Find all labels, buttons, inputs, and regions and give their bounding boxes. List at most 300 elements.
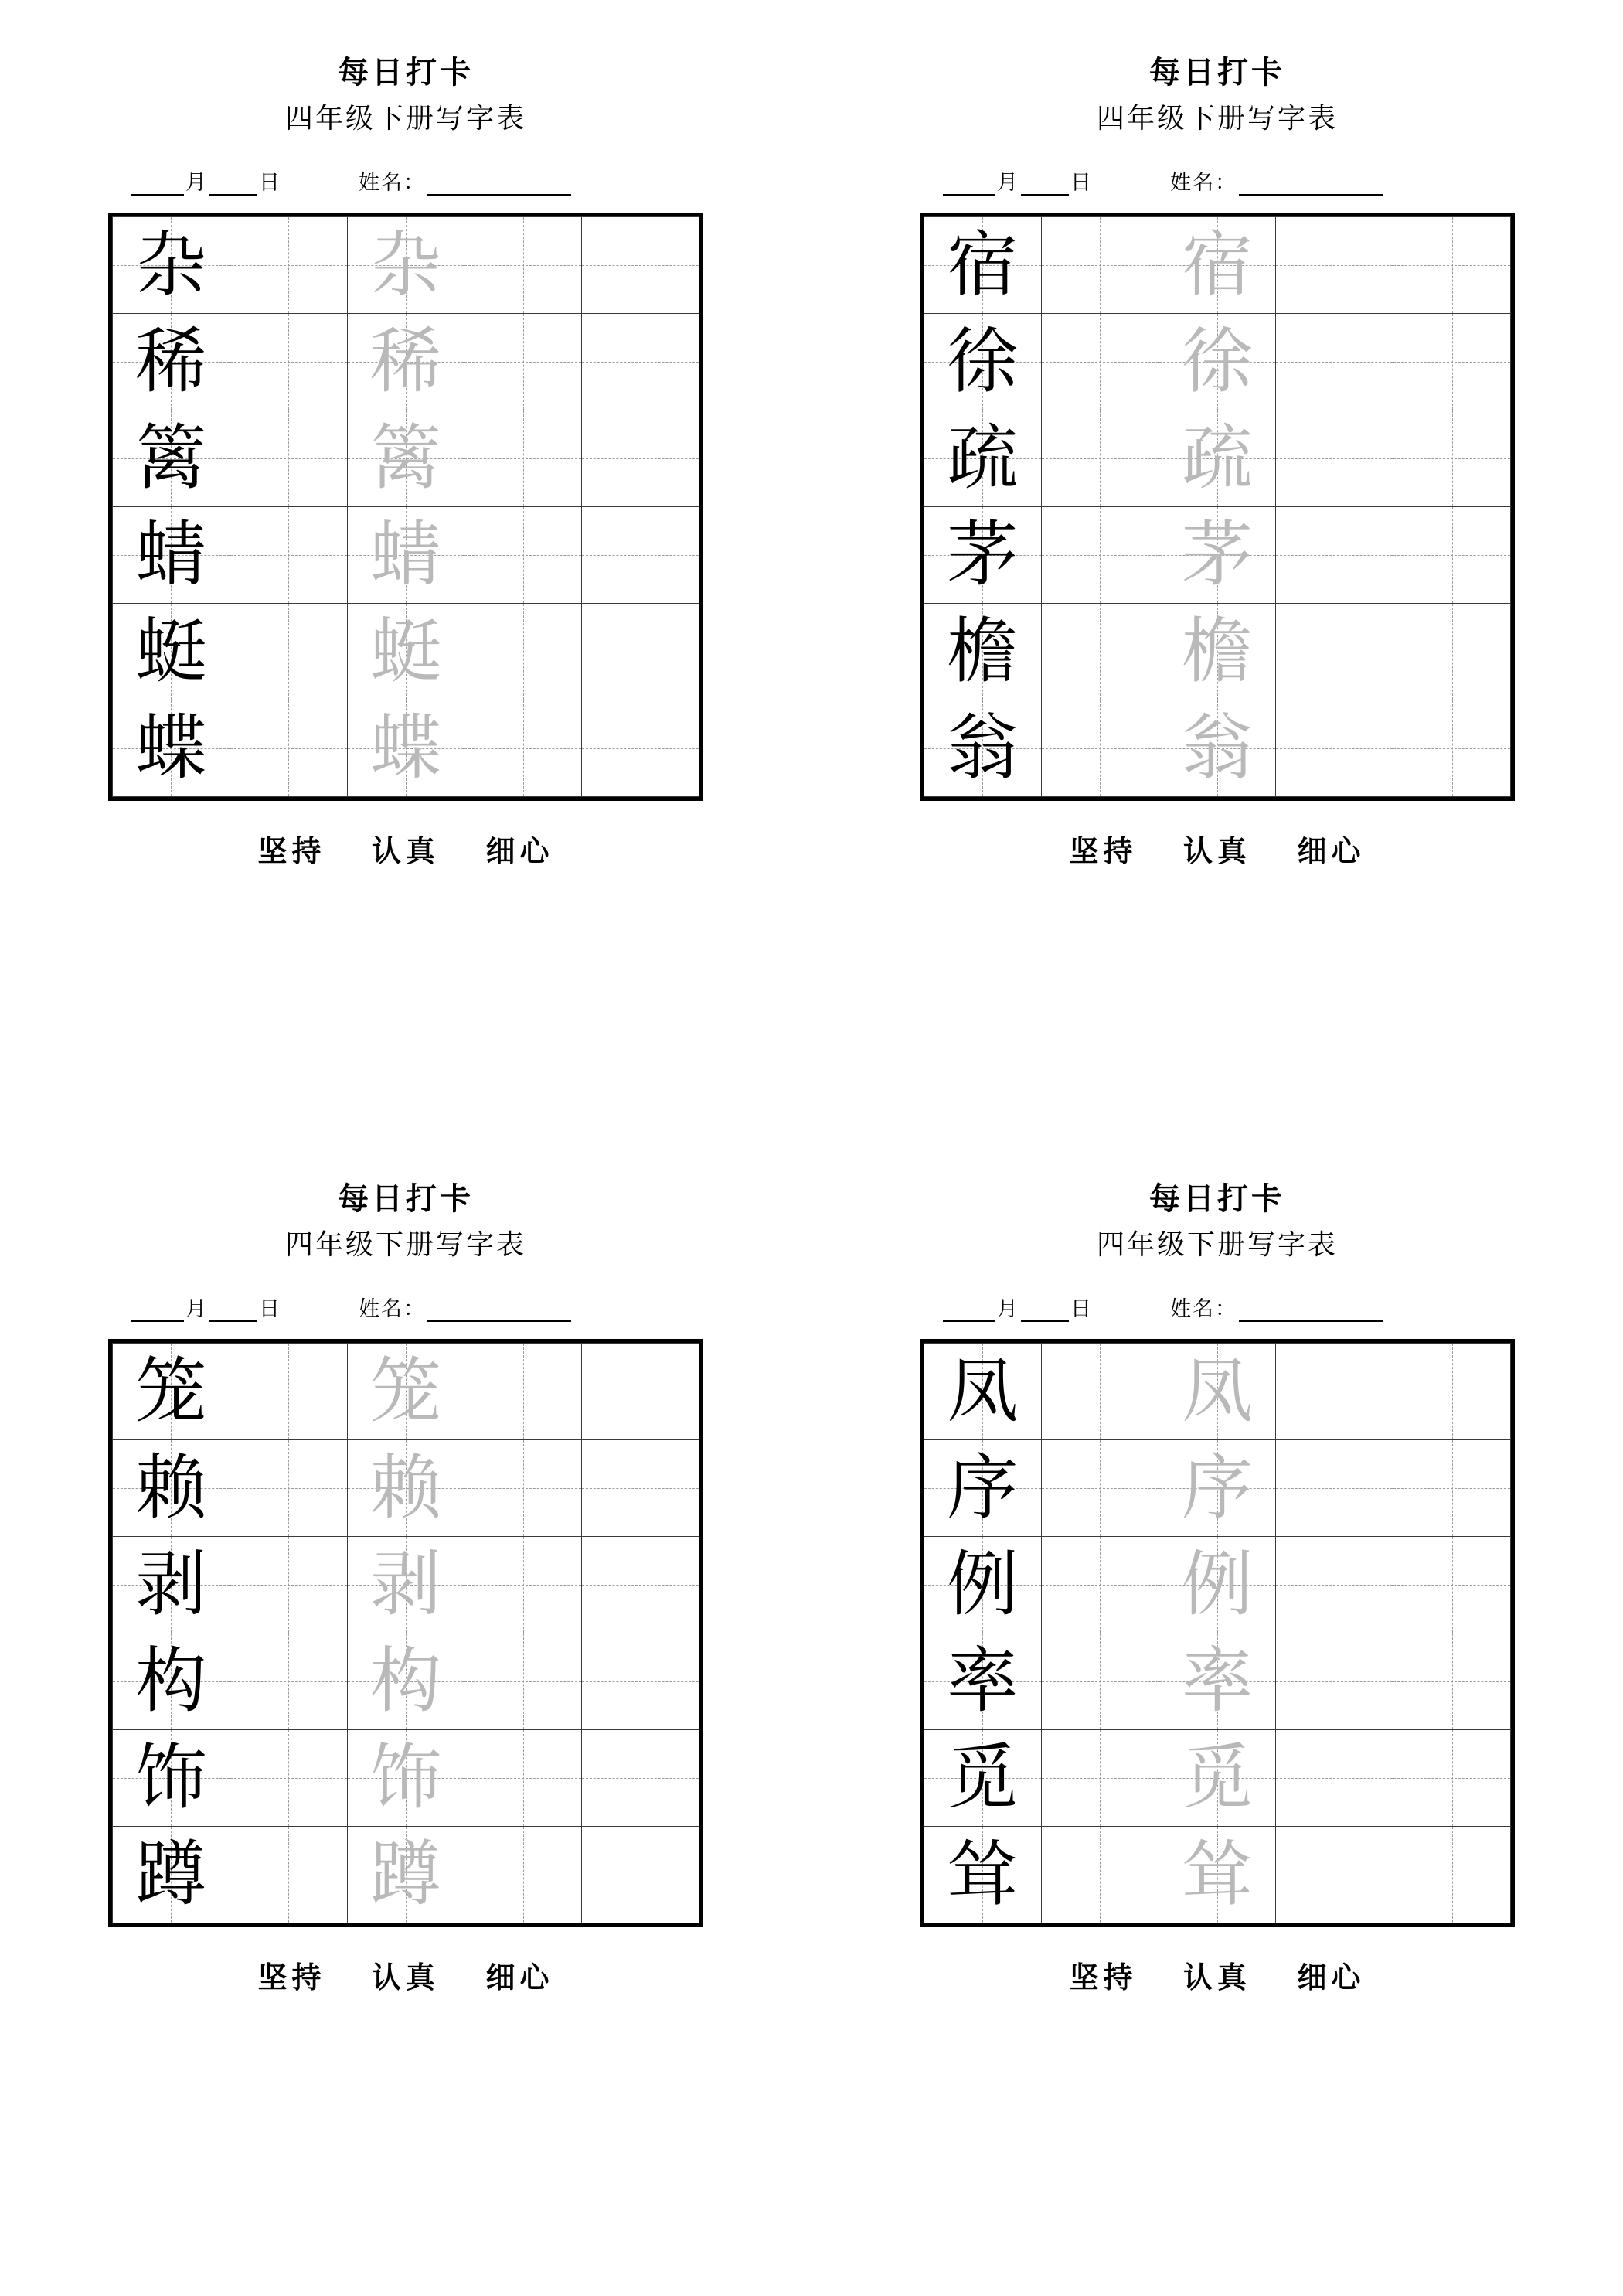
blank-cell[interactable] [1393, 216, 1511, 313]
meta-row [85, 165, 726, 196]
cell-guide-lines [1276, 1537, 1393, 1633]
blank-cell[interactable] [582, 1439, 699, 1536]
trace-character: 檐 [1181, 609, 1253, 693]
cell-guide-lines [230, 1730, 347, 1826]
day-label: 日 [1070, 170, 1093, 194]
date-day-field[interactable] [1021, 165, 1094, 196]
model-cell [113, 216, 230, 313]
blank-cell[interactable] [1276, 506, 1393, 603]
practice-grid [108, 213, 703, 801]
footer-word-1: 坚持 [257, 1961, 326, 1995]
blank-cell[interactable] [1393, 1343, 1511, 1439]
cell-guide-lines [230, 604, 347, 700]
blank-cell[interactable] [1041, 313, 1159, 410]
table-row [113, 1729, 699, 1826]
blank-cell[interactable] [1041, 1439, 1159, 1536]
cell-guide-lines [230, 1344, 347, 1439]
name-field[interactable] [1169, 1292, 1383, 1322]
cell-guide-lines [1393, 1440, 1510, 1536]
blank-cell[interactable] [230, 1633, 347, 1729]
worksheet-sheet-4 [812, 1148, 1623, 2296]
cell-guide-lines [1276, 410, 1393, 506]
cell-guide-lines [1042, 217, 1159, 313]
worksheet-sheet-3 [0, 1148, 812, 2296]
trace-character: 构 [369, 1639, 441, 1722]
blank-cell[interactable] [230, 216, 347, 313]
model-character: 稀 [135, 319, 207, 403]
page-title: 每日打卡 [1149, 55, 1285, 90]
table-row [113, 410, 699, 506]
blank-cell[interactable] [464, 216, 582, 313]
model-character: 蹲 [135, 1832, 207, 1916]
table-row [924, 603, 1511, 700]
footer-word-3: 细心 [485, 1961, 554, 1995]
model-character: 疏 [947, 416, 1019, 499]
trace-character: 率 [1181, 1639, 1253, 1722]
meta-row [897, 165, 1538, 196]
worksheet-sheet-1 [0, 0, 812, 1148]
trace-cell[interactable] [1159, 1343, 1276, 1439]
blank-cell[interactable] [582, 1826, 699, 1923]
name-label: 姓名： [1170, 1296, 1237, 1320]
trace-character: 凤 [1181, 1349, 1253, 1432]
trace-character: 蜻 [369, 513, 441, 596]
blank-cell[interactable] [1041, 1343, 1159, 1439]
trace-character: 蝶 [369, 706, 441, 789]
trace-cell[interactable] [347, 313, 464, 410]
model-character: 赖 [135, 1446, 207, 1529]
model-cell [924, 1826, 1042, 1923]
cell-guide-lines [1276, 1440, 1393, 1536]
trace-cell[interactable] [1159, 1439, 1276, 1536]
table-row [924, 410, 1511, 506]
blank-cell[interactable] [464, 1633, 582, 1729]
cell-guide-lines [1042, 410, 1159, 506]
trace-cell[interactable] [347, 1439, 464, 1536]
cell-guide-lines [1276, 314, 1393, 410]
trace-character: 觅 [1181, 1736, 1253, 1819]
model-character: 率 [947, 1639, 1019, 1722]
cell-guide-lines [1393, 1537, 1510, 1633]
cell-guide-lines [230, 410, 347, 506]
meta-row [897, 1292, 1538, 1322]
blank-cell[interactable] [1276, 1343, 1393, 1439]
footer-motto [85, 1954, 726, 1996]
name-field[interactable] [357, 1292, 571, 1322]
trace-cell[interactable] [347, 603, 464, 700]
blank-cell[interactable] [1041, 603, 1159, 700]
cell-guide-lines [230, 314, 347, 410]
footer-motto [897, 827, 1538, 870]
cell-guide-lines [582, 604, 699, 700]
blank-cell[interactable] [1041, 1826, 1159, 1923]
trace-cell[interactable] [347, 1536, 464, 1633]
trace-cell[interactable] [347, 1826, 464, 1923]
model-character: 耸 [947, 1832, 1019, 1916]
cell-guide-lines [1042, 604, 1159, 700]
blank-cell[interactable] [582, 1729, 699, 1826]
table-row [113, 313, 699, 410]
blank-cell[interactable] [1393, 313, 1511, 410]
day-blank-line[interactable] [209, 1303, 257, 1322]
table-row [113, 1826, 699, 1923]
blank-cell[interactable] [464, 1729, 582, 1826]
cell-guide-lines [582, 1537, 699, 1633]
model-character: 构 [135, 1639, 207, 1722]
model-cell [924, 313, 1042, 410]
blank-cell[interactable] [1041, 216, 1159, 313]
model-character: 宿 [947, 223, 1019, 306]
blank-cell[interactable] [582, 410, 699, 506]
blank-cell[interactable] [230, 1343, 347, 1439]
model-cell [113, 603, 230, 700]
cell-guide-lines [464, 410, 581, 506]
model-cell [924, 1633, 1042, 1729]
blank-cell[interactable] [1393, 410, 1511, 506]
model-character: 笼 [135, 1349, 207, 1432]
trace-cell[interactable] [1159, 700, 1276, 796]
trace-cell[interactable] [1159, 1826, 1276, 1923]
table-row [924, 1343, 1511, 1439]
month-label: 月 [185, 1296, 208, 1320]
cell-guide-lines [582, 507, 699, 603]
cell-guide-lines [1393, 1633, 1510, 1729]
cell-guide-lines [582, 314, 699, 410]
trace-cell[interactable] [347, 1343, 464, 1439]
cell-guide-lines [582, 1633, 699, 1729]
trace-cell[interactable] [347, 1633, 464, 1729]
trace-cell[interactable] [347, 700, 464, 796]
model-cell [113, 410, 230, 506]
blank-cell[interactable] [582, 313, 699, 410]
model-character: 蝶 [135, 706, 207, 789]
blank-cell[interactable] [1393, 1729, 1511, 1826]
cell-guide-lines [582, 1730, 699, 1826]
blank-cell[interactable] [230, 1439, 347, 1536]
table-row [924, 216, 1511, 313]
cell-guide-lines [1042, 1440, 1159, 1536]
trace-cell[interactable] [1159, 1536, 1276, 1633]
blank-cell[interactable] [1276, 216, 1393, 313]
blank-cell[interactable] [1041, 410, 1159, 506]
blank-cell[interactable] [1276, 1729, 1393, 1826]
blank-cell[interactable] [582, 1633, 699, 1729]
name-blank-line[interactable] [427, 177, 571, 196]
cell-guide-lines [1042, 1633, 1159, 1729]
page-title: 每日打卡 [338, 1181, 474, 1216]
blank-cell[interactable] [230, 506, 347, 603]
blank-cell[interactable] [1276, 1826, 1393, 1923]
cell-guide-lines [464, 217, 581, 313]
model-cell [113, 700, 230, 796]
blank-cell[interactable] [464, 700, 582, 796]
name-blank-line[interactable] [1239, 177, 1383, 196]
month-blank-line[interactable] [943, 177, 995, 196]
meta-row [85, 1292, 726, 1322]
model-character: 蜻 [135, 513, 207, 596]
cell-guide-lines [1393, 604, 1510, 700]
name-label: 姓名： [1170, 170, 1237, 194]
cell-guide-lines [1276, 217, 1393, 313]
model-character: 饰 [135, 1736, 207, 1819]
blank-cell[interactable] [1041, 506, 1159, 603]
cell-guide-lines [1042, 1344, 1159, 1439]
page-subtitle: 四年级下册写字表 [1096, 103, 1338, 134]
blank-cell[interactable] [1393, 1439, 1511, 1536]
day-label: 日 [259, 1296, 281, 1320]
table-row [924, 506, 1511, 603]
blank-cell[interactable] [230, 700, 347, 796]
footer-word-2: 认真 [371, 835, 440, 868]
name-blank-line[interactable] [427, 1303, 571, 1322]
table-row [924, 1536, 1511, 1633]
model-character: 徐 [947, 319, 1019, 403]
footer-word-1: 坚持 [1069, 1961, 1138, 1995]
cell-guide-lines [464, 1537, 581, 1633]
cell-guide-lines [1042, 1730, 1159, 1826]
blank-cell[interactable] [230, 603, 347, 700]
worksheet-sheet-2 [812, 0, 1623, 1148]
blank-cell[interactable] [1276, 1439, 1393, 1536]
table-row [113, 1439, 699, 1536]
footer-motto [897, 1954, 1538, 1996]
blank-cell[interactable] [464, 506, 582, 603]
model-character: 篱 [135, 416, 207, 499]
table-row [113, 700, 699, 796]
footer-word-3: 细心 [1297, 835, 1366, 868]
footer-word-2: 认真 [1182, 1961, 1251, 1995]
trace-cell[interactable] [347, 410, 464, 506]
cell-guide-lines [582, 410, 699, 506]
trace-character: 疏 [1181, 416, 1253, 499]
trace-cell[interactable] [347, 506, 464, 603]
blank-cell[interactable] [1276, 1633, 1393, 1729]
footer-word-2: 认真 [371, 1961, 440, 1995]
blank-cell[interactable] [1393, 603, 1511, 700]
trace-character: 宿 [1181, 223, 1253, 306]
blank-cell[interactable] [582, 1343, 699, 1439]
trace-character: 笼 [369, 1349, 441, 1432]
trace-character: 稀 [369, 319, 441, 403]
footer-word-3: 细心 [1297, 1961, 1366, 1995]
blank-cell[interactable] [464, 1439, 582, 1536]
cell-guide-lines [230, 1633, 347, 1729]
blank-cell[interactable] [464, 313, 582, 410]
cell-guide-lines [230, 1827, 347, 1923]
cell-guide-lines [1276, 1827, 1393, 1923]
date-day-field[interactable] [209, 165, 283, 196]
blank-cell[interactable] [582, 216, 699, 313]
model-cell [924, 506, 1042, 603]
model-cell [113, 506, 230, 603]
month-blank-line[interactable] [131, 1303, 184, 1322]
cell-guide-lines [464, 1440, 581, 1536]
trace-character: 饰 [369, 1736, 441, 1819]
practice-grid [920, 1339, 1515, 1927]
model-cell [924, 1536, 1042, 1633]
trace-cell[interactable] [1159, 216, 1276, 313]
cell-guide-lines [230, 1537, 347, 1633]
model-cell [113, 313, 230, 410]
blank-cell[interactable] [1276, 1536, 1393, 1633]
blank-cell[interactable] [230, 1729, 347, 1826]
date-day-field[interactable] [209, 1292, 283, 1322]
blank-cell[interactable] [464, 1536, 582, 1633]
blank-cell[interactable] [230, 1536, 347, 1633]
table-row [924, 1826, 1511, 1923]
cell-guide-lines [1042, 700, 1159, 796]
trace-cell[interactable] [1159, 603, 1276, 700]
model-cell [113, 1826, 230, 1923]
month-blank-line[interactable] [131, 177, 184, 196]
blank-cell[interactable] [1393, 1633, 1511, 1729]
blank-cell[interactable] [1041, 700, 1159, 796]
cell-guide-lines [1276, 1344, 1393, 1439]
cell-guide-lines [582, 1440, 699, 1536]
name-field[interactable] [1169, 165, 1383, 196]
month-blank-line[interactable] [943, 1303, 995, 1322]
model-cell [924, 603, 1042, 700]
cell-guide-lines [1393, 507, 1510, 603]
cell-guide-lines [1042, 1827, 1159, 1923]
cell-guide-lines [464, 700, 581, 796]
footer-word-3: 细心 [485, 835, 554, 868]
table-row [113, 506, 699, 603]
model-cell [924, 1729, 1042, 1826]
page-title: 每日打卡 [1149, 1181, 1285, 1216]
blank-cell[interactable] [582, 700, 699, 796]
trace-character: 蹲 [369, 1832, 441, 1916]
trace-cell[interactable] [1159, 1729, 1276, 1826]
trace-cell[interactable] [1159, 410, 1276, 506]
blank-cell[interactable] [1041, 1536, 1159, 1633]
date-month-field[interactable] [131, 165, 209, 196]
model-cell [113, 1729, 230, 1826]
page-subtitle: 四年级下册写字表 [284, 103, 526, 134]
blank-cell[interactable] [230, 313, 347, 410]
practice-grid [920, 213, 1515, 801]
table-row [113, 216, 699, 313]
blank-cell[interactable] [464, 1343, 582, 1439]
day-blank-line[interactable] [1021, 1303, 1069, 1322]
footer-word-2: 认真 [1182, 835, 1251, 868]
blank-cell[interactable] [1276, 603, 1393, 700]
cell-guide-lines [582, 217, 699, 313]
cell-guide-lines [464, 314, 581, 410]
cell-guide-lines [1393, 410, 1510, 506]
cell-guide-lines [464, 1633, 581, 1729]
name-label: 姓名： [359, 1296, 426, 1320]
day-blank-line[interactable] [209, 177, 257, 196]
trace-character: 茅 [1181, 513, 1253, 596]
cell-guide-lines [230, 507, 347, 603]
cell-guide-lines [1393, 1827, 1510, 1923]
blank-cell[interactable] [1041, 1633, 1159, 1729]
table-row [113, 1536, 699, 1633]
blank-cell[interactable] [1393, 700, 1511, 796]
trace-character: 序 [1181, 1446, 1253, 1529]
blank-cell[interactable] [464, 1826, 582, 1923]
trace-character: 剥 [369, 1542, 441, 1626]
cell-guide-lines [464, 1827, 581, 1923]
cell-guide-lines [1276, 1730, 1393, 1826]
cell-guide-lines [1276, 604, 1393, 700]
trace-character: 赖 [369, 1446, 441, 1529]
blank-cell[interactable] [582, 1536, 699, 1633]
cell-guide-lines [582, 700, 699, 796]
model-character: 例 [947, 1542, 1019, 1626]
trace-cell[interactable] [347, 216, 464, 313]
table-row [924, 313, 1511, 410]
trace-character: 耸 [1181, 1832, 1253, 1916]
table-row [924, 1729, 1511, 1826]
trace-character: 篱 [369, 416, 441, 499]
model-cell [924, 410, 1042, 506]
model-character: 觅 [947, 1736, 1019, 1819]
footer-word-1: 坚持 [1069, 835, 1138, 868]
blank-cell[interactable] [230, 1826, 347, 1923]
name-blank-line[interactable] [1239, 1303, 1383, 1322]
cell-guide-lines [230, 1440, 347, 1536]
trace-character: 例 [1181, 1542, 1253, 1626]
cell-guide-lines [1393, 1344, 1510, 1439]
date-day-field[interactable] [1021, 1292, 1094, 1322]
blank-cell[interactable] [1393, 506, 1511, 603]
table-row [113, 603, 699, 700]
cell-guide-lines [1393, 1730, 1510, 1826]
table-row [924, 1439, 1511, 1536]
day-blank-line[interactable] [1021, 177, 1069, 196]
blank-cell[interactable] [582, 603, 699, 700]
blank-cell[interactable] [1276, 410, 1393, 506]
model-character: 序 [947, 1446, 1019, 1529]
table-row [924, 1633, 1511, 1729]
blank-cell[interactable] [582, 506, 699, 603]
cell-guide-lines [582, 1827, 699, 1923]
date-month-field[interactable] [943, 1292, 1021, 1322]
blank-cell[interactable] [1041, 1729, 1159, 1826]
cell-guide-lines [582, 1344, 699, 1439]
model-character: 蜓 [135, 609, 207, 693]
page-subtitle: 四年级下册写字表 [284, 1229, 526, 1260]
blank-cell[interactable] [1393, 1536, 1511, 1633]
blank-cell[interactable] [1393, 1826, 1511, 1923]
date-month-field[interactable] [131, 1292, 209, 1322]
trace-cell[interactable] [347, 1729, 464, 1826]
name-label: 姓名： [359, 170, 426, 194]
model-character: 茅 [947, 513, 1019, 596]
date-month-field[interactable] [943, 165, 1021, 196]
page-title: 每日打卡 [338, 55, 474, 90]
cell-guide-lines [230, 217, 347, 313]
trace-character: 翁 [1181, 706, 1253, 789]
blank-cell[interactable] [230, 410, 347, 506]
blank-cell[interactable] [464, 603, 582, 700]
cell-guide-lines [230, 700, 347, 796]
trace-cell[interactable] [1159, 313, 1276, 410]
blank-cell[interactable] [464, 410, 582, 506]
table-row [113, 1343, 699, 1439]
cell-guide-lines [464, 1344, 581, 1439]
cell-guide-lines [464, 1730, 581, 1826]
trace-cell[interactable] [1159, 1633, 1276, 1729]
blank-cell[interactable] [1276, 313, 1393, 410]
name-field[interactable] [357, 165, 571, 196]
table-row [924, 700, 1511, 796]
page-subtitle: 四年级下册写字表 [1096, 1229, 1338, 1260]
blank-cell[interactable] [1276, 700, 1393, 796]
trace-cell[interactable] [1159, 506, 1276, 603]
